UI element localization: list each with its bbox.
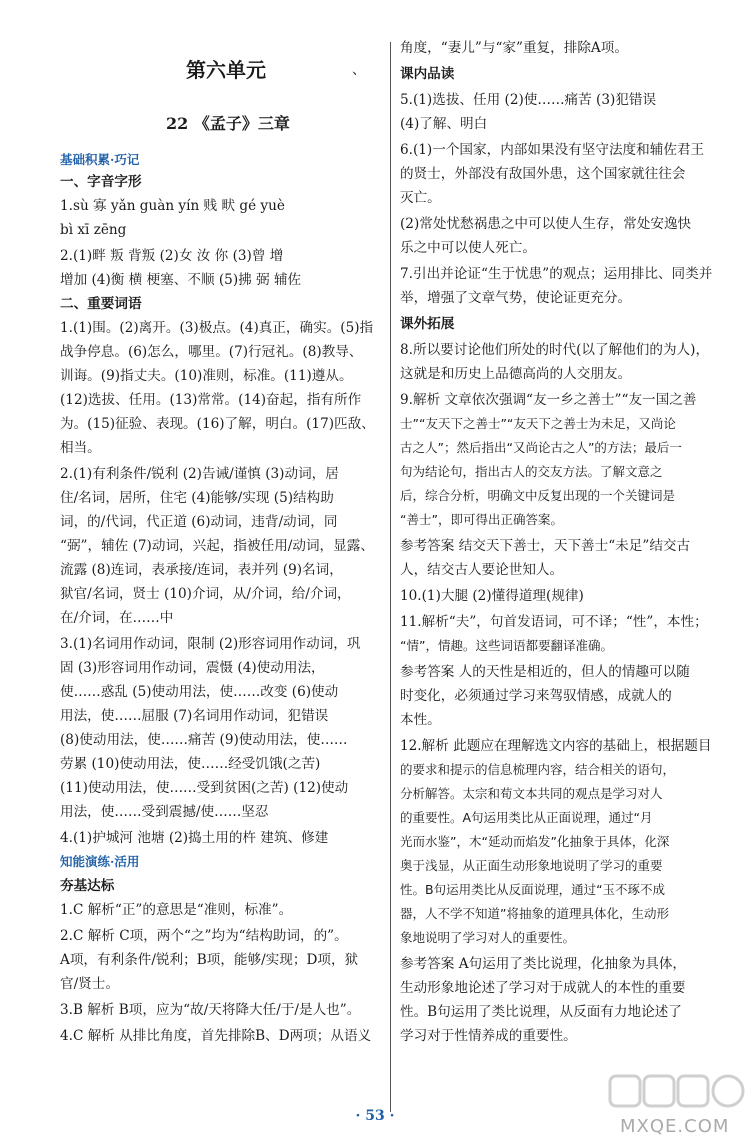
left-line: 2.(1)有利条件/锐利 (2)告诫/谨慎 (3)动词，居 <box>60 466 339 482</box>
right-line: 的要求和提示的信息梳理内容，结合相关的语句， <box>400 762 676 777</box>
right-line: 时变化，必须通过学习来驾驭情感，成就人的 <box>400 688 672 704</box>
right-line: “善士”，即可得出正确答案。 <box>400 512 563 527</box>
left-line: 使……惑乱 (5)使动用法，使……改变 (6)使动 <box>60 684 339 700</box>
unit-title: 第六单元 <box>186 58 266 82</box>
left-line: 基础积累·巧记 <box>60 152 140 167</box>
left-line: A项，有利条件/锐利；B项，能够/实现；D项，狱 <box>60 952 359 968</box>
right-line: 古之人”；然后指出“又尚论古之人”的方法；最后一 <box>400 440 682 455</box>
left-line: 流露 (8)连词，表承接/连词，表并列 (9)名词， <box>60 562 343 578</box>
right-line: 参考答案 A句运用了类比说理，化抽象为具体， <box>400 956 687 972</box>
right-line: “情”，情趣。这些词语都要翻译准确。 <box>400 638 613 653</box>
right-line: 人，结交古人要论世知人。 <box>400 562 564 578</box>
right-line: 乐之中可以使人死亡。 <box>400 240 536 256</box>
left-line: 2.(1)畔 叛 背叛 (2)女 汝 你 (3)曾 增 <box>60 248 284 264</box>
right-line: 的贤士，外部没有敌国外患，这个国家就往往会 <box>400 166 686 182</box>
right-line: 这就是和历史上品德高尚的人交朋友。 <box>400 366 632 382</box>
left-line: 住/名词，居所，住宅 (4)能够/实现 (5)结构助 <box>60 490 334 506</box>
left-line: 夯基达标 <box>60 878 115 894</box>
stray-mark: 、 <box>352 62 366 78</box>
left-line: 训诲。(9)指丈夫。(10)准则，标准。(11)遵从。 <box>60 368 353 384</box>
right-line: 的重要性。A句运用类比从正面说理，通过“月 <box>400 810 653 825</box>
right-line: 象地说明了学习对人的重要性。 <box>400 930 576 945</box>
right-line: 后，综合分析，明确文中反复出现的一个关键词是 <box>400 488 676 503</box>
right-line: 11.解析“夫”，句首发语词，可不译；“性”，本性； <box>400 614 708 630</box>
left-line: (8)使动用法，使……痛苦 (9)使动用法，使…… <box>60 732 348 748</box>
right-line: 生动形象地论述了学习对于成就人的本性的重要 <box>400 980 686 996</box>
lesson-title: 22 《孟子》三章 <box>166 114 290 133</box>
right-line: 课内品读 <box>400 66 455 82</box>
right-line: (2)常处忧愁祸患之中可以使人生存，常处安逸快 <box>400 216 692 232</box>
column-divider <box>390 42 391 1112</box>
right-line: 性。B句运用类比从反面说理，通过“玉不琢不成 <box>400 882 666 897</box>
left-line: bì xī zēng <box>60 222 127 238</box>
left-line: 相当。 <box>60 440 101 456</box>
right-line: 角度，“妻儿”与“家”重复，排除A项。 <box>400 40 628 56</box>
right-line: 9.解析 文章依次强调“友一乡之善士”“友一国之善 <box>400 392 697 408</box>
left-line: 为。(15)征验、表现。(16)了解，明白。(17)匹敌、 <box>60 416 375 432</box>
left-line: 1.sù 寡 yǎn guàn yín 贱 畎 gé yuè <box>60 198 285 214</box>
right-line: 5.(1)选拔、任用 (2)使……痛苦 (3)犯错误 <box>400 92 657 108</box>
left-line: 3.B 解析 B项，应为“故/天将降大任/于/是人也”。 <box>60 1002 361 1018</box>
right-line: 课外拓展 <box>400 316 455 332</box>
left-line: “弼”，辅佐 (7)动词，兴起，指被任用/动词，显露、 <box>60 538 374 554</box>
right-line: 举，增强了文章气势，使论证更充分。 <box>400 290 632 306</box>
left-line: (12)选拔、任用。(13)常常。(14)奋起，指有所作 <box>60 392 362 408</box>
right-line: (4)了解、明白 <box>400 116 488 132</box>
right-line: 光而水鉴”，木“延动而焰发”化抽象于具体，化深 <box>400 834 670 849</box>
right-line: 句为结论句，指出古人的交友方法。了解文意之 <box>400 464 663 479</box>
watermark-text: MXQE.COM <box>620 1116 730 1137</box>
left-line: 固 (3)形容词用作动词，震慑 (4)使动用法， <box>60 660 325 676</box>
right-line: 6.(1)一个国家，内部如果没有坚守法度和辅佐君王 <box>400 142 705 158</box>
left-line: 官/贤士。 <box>60 976 119 992</box>
right-line: 器，人不学不知道”将抽象的道理具体化，生动形 <box>400 906 669 921</box>
right-line: 7.引出并论证“生于忧患”的观点；运用排比、同类并 <box>400 266 713 282</box>
left-line: 用法，使……受到震撼/使……坚忍 <box>60 804 269 820</box>
right-line: 灭亡。 <box>400 190 441 206</box>
left-line: 在/介词，在……中 <box>60 610 174 626</box>
left-line: (11)使动用法，使……受到贫困(之苦) (12)使动 <box>60 780 349 796</box>
left-line: 2.C 解析 C项，两个“之”均为“结构助词，的”。 <box>60 928 348 944</box>
left-line: 4.C 解析 从排比角度，首先排除B、D两项；从语义 <box>60 1028 372 1044</box>
left-line: 知能演练·活用 <box>60 854 140 869</box>
left-line: 3.(1)名词用作动词，限制 (2)形容词用作动词，巩 <box>60 636 361 652</box>
right-line: 性。B句运用了类比说理，从反面有力地论述了 <box>400 1004 682 1020</box>
left-line: 增加 (4)衡 横 梗塞、不顺 (5)拂 弼 辅佐 <box>60 272 302 288</box>
page-number: · 53 · <box>355 1108 395 1124</box>
left-line: 二、重要词语 <box>60 296 142 312</box>
right-line: 12.解析 此题应在理解选文内容的基础上，根据题目 <box>400 738 712 754</box>
left-line: 1.C 解析“正”的意思是“准则，标准”。 <box>60 902 293 918</box>
right-line: 8.所以要讨论他们所处的时代(以了解他们的为人)， <box>400 342 710 358</box>
left-line: 战争停息。(6)怎么，哪里。(7)行冠礼。(8)教导、 <box>60 344 363 360</box>
right-line: 学习对于性情养成的重要性。 <box>400 1028 577 1044</box>
right-line: 奥于浅显，从正面生动形象地说明了学习的重要 <box>400 858 663 873</box>
left-line: 4.(1)护城河 池塘 (2)捣土用的杵 建筑、修建 <box>60 830 329 846</box>
left-line: 1.(1)围。(2)离开。(3)极点。(4)真正，确实。(5)指 <box>60 320 374 336</box>
right-line: 士”“友天下之善士”“友天下之善士为未足，又尚论 <box>400 416 676 431</box>
right-line: 10.(1)大腿 (2)懂得道理(规律) <box>400 588 584 604</box>
right-line: 参考答案 人的天性是相近的，但人的情趣可以随 <box>400 664 690 680</box>
left-line: 劳累 (10)使动用法，使……经受饥饿(之苦) <box>60 756 321 772</box>
right-line: 本性。 <box>400 712 441 728</box>
left-line: 用法，使……屈服 (7)名词用作动词，犯错误 <box>60 708 329 724</box>
left-line: 狱官/名词，贤士 (10)介词，从/介词，给/介词， <box>60 586 351 602</box>
right-line: 参考答案 结交天下善士，天下善士“未足”结交古 <box>400 538 691 554</box>
left-line: 词，的/代词，代正道 (6)动词，违背/动词，同 <box>60 514 338 530</box>
right-line: 分析解答。太宗和荀文本共同的观点是学习对人 <box>400 786 663 801</box>
left-line: 一、字音字形 <box>60 174 142 190</box>
